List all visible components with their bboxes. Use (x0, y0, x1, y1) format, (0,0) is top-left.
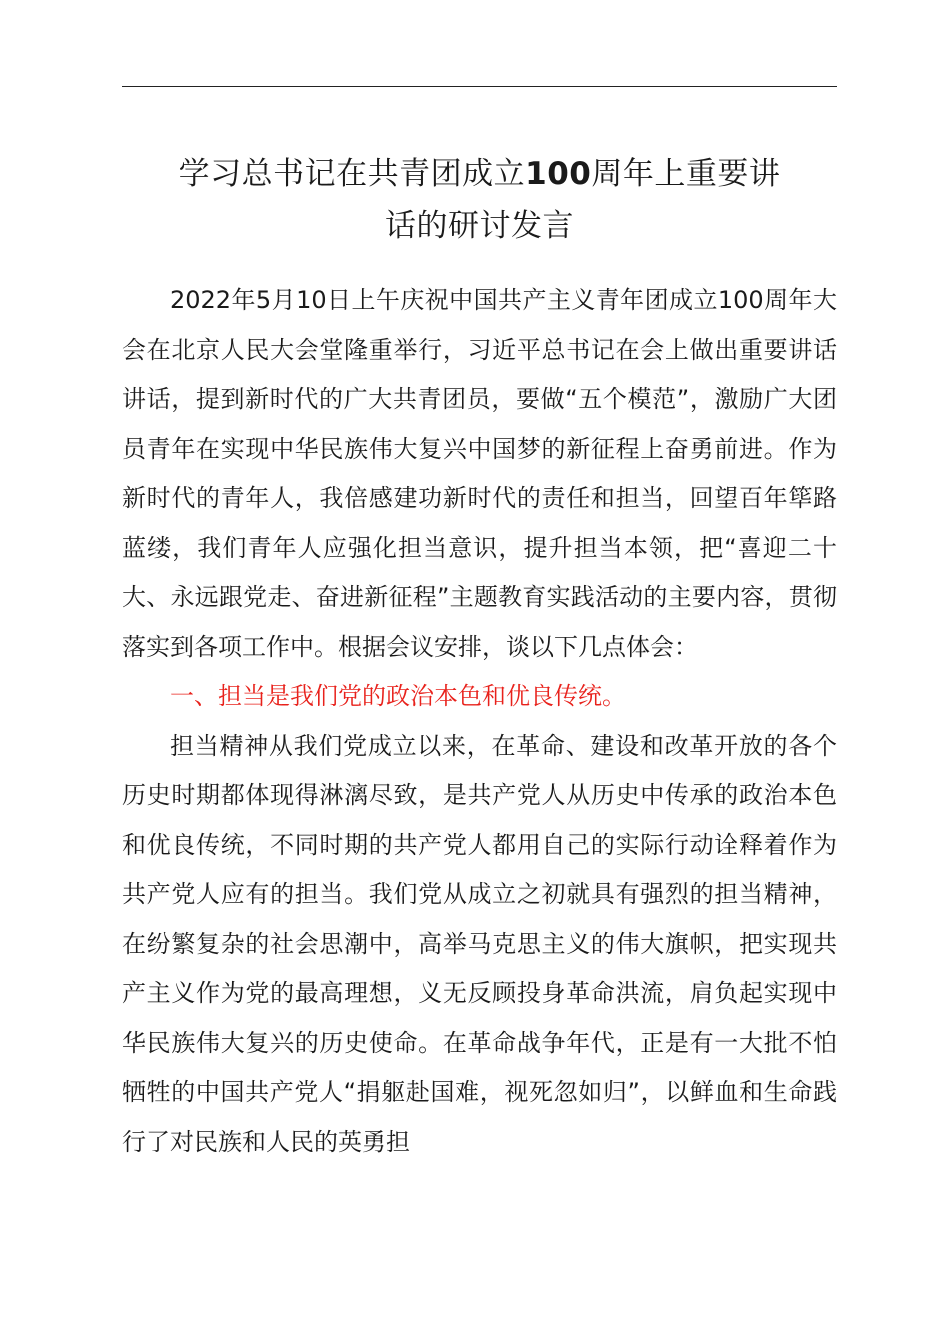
title-line-1 (122, 148, 837, 200)
document-title (122, 148, 837, 252)
document-body (122, 276, 837, 1167)
intro-paragraph: 2022年5月10日上午庆祝中国共产主义青年团成立100周年大会在北京人民大会堂隆重举行，习近平总书记在会上做出重要讲话讲话，提到新时代的广大共青团员，要做“五个模范”，激励广大团员青年在实现中华民族伟大复兴中国梦的新征程上奋勇前进。作为新时代的青年人，我倍感建功新时代的责任和担当，回望百年筚路蓝缕，我们青年人应强化担当意识，提升担当本领，把“喜迎二十大、永远跟党走、奋进新征程”主题教育实践活动的主要内容，贯彻落实到各项工作中。根据会议安排，谈以下几点体会： (122, 286, 837, 661)
title-line-2: 话的研讨发言 (385, 208, 574, 244)
section-heading-1: 一、担当是我们党的政治本色和优良传统。 (170, 682, 626, 710)
title-number: 100 (525, 156, 592, 192)
header-rule (122, 86, 837, 87)
title-text-pre: 学习总书记在共青团成立 (178, 156, 526, 192)
section-1-paragraph: 担当精神从我们党成立以来，在革命、建设和改革开放的各个历史时期都体现得淋漓尽致，是共产党人从历史中传承的政治本色和优良传统，不同时期的共产党人都用自己的实际行动诠释着作为共产党人应有的担当。我们党从成立之初就具有强烈的担当精神，在纷繁复杂的社会思潮中，高举马克思主义的伟大旗帜，把实现共产主义作为党的最高理想，义无反顾投身革命洪流，肩负起实现中华民族伟大复兴的历史使命。在革命战争年代，正是有一大批不怕牺牲的中国共产党人“捐躯赴国难，视死忽如归”，以鲜血和生命践行了对民族和人民的英勇担 (122, 731, 837, 1156)
title-text-post: 周年上重要讲 (591, 156, 781, 192)
